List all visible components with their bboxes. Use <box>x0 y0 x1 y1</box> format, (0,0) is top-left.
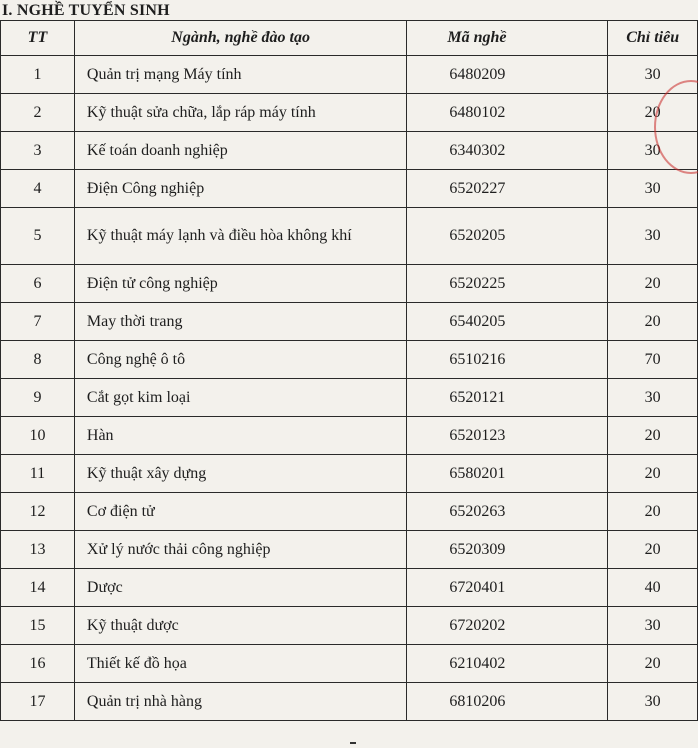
row-name: Dược <box>74 569 407 607</box>
row-name: Cắt gọt kim loại <box>74 379 407 417</box>
row-name: Kỹ thuật dược <box>74 607 407 645</box>
row-tt: 15 <box>1 607 75 645</box>
row-quota: 20 <box>608 303 698 341</box>
row-quota: 20 <box>608 645 698 683</box>
row-name: Quản trị nhà hàng <box>74 683 407 721</box>
row-name: Xử lý nước thải công nghiệp <box>74 531 407 569</box>
row-quota: 70 <box>608 341 698 379</box>
row-name: Điện tử công nghiệp <box>74 265 407 303</box>
row-name: Kỹ thuật xây dựng <box>74 455 407 493</box>
row-tt: 16 <box>1 645 75 683</box>
row-code: 6520121 <box>407 379 608 417</box>
row-name: Cơ điện tử <box>74 493 407 531</box>
header-tt: TT <box>1 21 75 56</box>
row-code: 6510216 <box>407 341 608 379</box>
row-code: 6340302 <box>407 132 608 170</box>
row-quota: 30 <box>608 132 698 170</box>
row-quota: 30 <box>608 56 698 94</box>
row-code: 6520227 <box>407 170 608 208</box>
row-quota: 20 <box>608 94 698 132</box>
table-row <box>1 94 698 132</box>
table-row <box>1 607 698 645</box>
section-title: I. NGHỀ TUYỂN SINH <box>2 2 170 19</box>
row-tt: 9 <box>1 379 75 417</box>
table-header-row <box>1 21 698 56</box>
row-tt: 10 <box>1 417 75 455</box>
row-code: 6520123 <box>407 417 608 455</box>
table-row <box>1 531 698 569</box>
header-quota: Chỉ tiêu <box>608 21 698 56</box>
row-name: Quản trị mạng Máy tính <box>74 56 407 94</box>
row-name <box>74 208 407 265</box>
row-tt: 6 <box>1 265 75 303</box>
table-row <box>1 265 698 303</box>
row-tt: 13 <box>1 531 75 569</box>
row-quota: 20 <box>608 531 698 569</box>
row-code: 6580201 <box>407 455 608 493</box>
row-code: 6520309 <box>407 531 608 569</box>
table-row <box>1 569 698 607</box>
row-code: 6210402 <box>407 645 608 683</box>
table-row <box>1 379 698 417</box>
row-name: Công nghệ ô tô <box>74 341 407 379</box>
row-name: May thời trang <box>74 303 407 341</box>
row-name-text: Kỹ thuật máy lạnh và điều hòa không khí <box>86 227 352 244</box>
row-tt: 3 <box>1 132 75 170</box>
row-name: Kế toán doanh nghiệp <box>74 132 407 170</box>
row-quota: 30 <box>608 208 698 265</box>
table-body <box>1 56 698 721</box>
row-quota: 20 <box>608 265 698 303</box>
row-quota: 30 <box>608 170 698 208</box>
row-tt: 2 <box>1 94 75 132</box>
table-row <box>1 493 698 531</box>
row-quota: 20 <box>608 417 698 455</box>
table-row <box>1 303 698 341</box>
row-quota: 20 <box>608 455 698 493</box>
table-row <box>1 417 698 455</box>
page-number-mark <box>350 742 356 744</box>
row-code: 6520263 <box>407 493 608 531</box>
table-row <box>1 683 698 721</box>
table-row <box>1 208 698 265</box>
table-row <box>1 645 698 683</box>
row-tt: 8 <box>1 341 75 379</box>
row-name: Kỹ thuật sửa chữa, lắp ráp máy tính <box>74 94 407 132</box>
row-tt: 14 <box>1 569 75 607</box>
header-name: Ngành, nghề đào tạo <box>74 21 407 56</box>
table-row <box>1 132 698 170</box>
row-name: Điện Công nghiệp <box>74 170 407 208</box>
row-code: 6480209 <box>407 56 608 94</box>
enrollment-table <box>0 20 698 721</box>
row-name: Thiết kế đồ họa <box>74 645 407 683</box>
table-row <box>1 341 698 379</box>
row-tt: 11 <box>1 455 75 493</box>
row-code: 6480102 <box>407 94 608 132</box>
table-row <box>1 170 698 208</box>
row-quota: 40 <box>608 569 698 607</box>
row-code: 6810206 <box>407 683 608 721</box>
row-code: 6720401 <box>407 569 608 607</box>
row-quota: 30 <box>608 379 698 417</box>
row-tt: 7 <box>1 303 75 341</box>
row-quota: 20 <box>608 493 698 531</box>
row-code: 6520205 <box>407 208 608 265</box>
row-name: Hàn <box>74 417 407 455</box>
row-quota: 30 <box>608 607 698 645</box>
row-code: 6540205 <box>407 303 608 341</box>
row-tt: 4 <box>1 170 75 208</box>
row-code: 6520225 <box>407 265 608 303</box>
row-quota: 30 <box>608 683 698 721</box>
row-tt: 1 <box>1 56 75 94</box>
table-row <box>1 455 698 493</box>
header-code: Mã nghề <box>407 21 608 56</box>
row-tt: 12 <box>1 493 75 531</box>
row-tt: 17 <box>1 683 75 721</box>
table-row <box>1 56 698 94</box>
row-tt: 5 <box>1 208 75 265</box>
row-code: 6720202 <box>407 607 608 645</box>
